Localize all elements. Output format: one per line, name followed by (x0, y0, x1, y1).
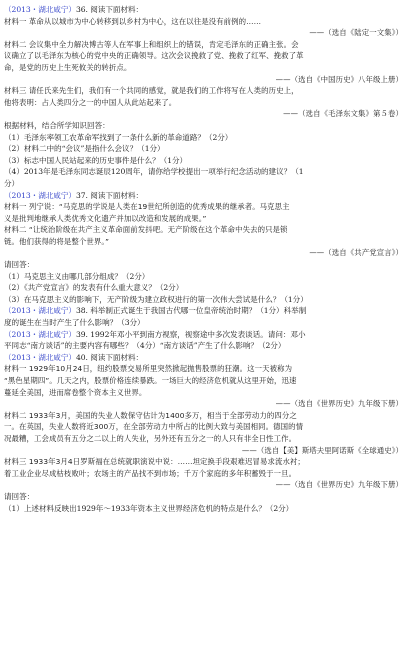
text-line (4, 120, 409, 132)
source-citation (4, 247, 409, 259)
exam-source-tag: （2013・湖北咸宁） (4, 306, 76, 316)
line-text: 他将表明：占人类四分之一的中国人从此站起来了。 (4, 97, 177, 107)
source-citation (4, 479, 409, 491)
text-line (4, 410, 409, 422)
source-citation (4, 445, 409, 457)
line-text: 义是批判地继承人类优秀文化遗产并加以改造和发展的成果。” (4, 213, 207, 223)
text-line (4, 85, 409, 97)
text-line (4, 50, 409, 62)
line-text: （4）2013年是毛泽东同志诞辰120周年，请你给学校提出一项举行纪念活动的建议？（1 (4, 167, 304, 177)
exam-source-tag: （2013・湖北咸宁） (4, 5, 76, 14)
line-text: 议确立了以毛泽东为核心的党中央的正确领导。这次会议挽救了党、挽救了红军、挽救了革 (4, 51, 304, 61)
line-text: 蔓延全美国，进而席卷整个资本主义世界。 (4, 387, 147, 397)
text-line (4, 166, 409, 178)
line-text: （3）标志中国人民站起来的历史事件是什么？（1分） (4, 155, 188, 165)
line-text: 着工业企业尽成枯枝败叶；农场主的产品找不到市场；千万个家庭的多年积蓄毁于一旦。 (4, 468, 297, 478)
line-text: ——（选自《世界历史》九年级下册） (275, 399, 403, 409)
question-line (4, 4, 409, 16)
line-text: 材料三 1933年3月4日罗斯福在总统就职演说中说：……坦定换手段艰难迟冒易求流水衬； (4, 457, 305, 467)
line-text: ——（选自《共产党宣言》） (309, 248, 403, 258)
line-text: 命，是党的历史上生死攸关的转折点。 (4, 62, 132, 72)
line-text: （2）《共产党宣言》的发表有什么重大意义？（2分） (4, 283, 184, 293)
text-line (4, 363, 409, 375)
text-line (4, 503, 409, 515)
source-citation (4, 27, 409, 39)
question-line (4, 190, 409, 202)
line-text: 材料二 会议集中全力解决博古等人在军事上和组织上的错误，肯定毛泽东的正确主张。会 (4, 39, 299, 49)
text-line (4, 491, 409, 503)
text-line (4, 213, 409, 225)
text-line (4, 317, 409, 329)
line-text: ——（选自《陆定一文集》） (309, 28, 403, 38)
text-line (4, 468, 409, 480)
question-line (4, 305, 409, 317)
line-text: 况最糟，工会成员有五分之二以上的人失业，另外还有五分之一的人只有非全日性工作。 (4, 433, 297, 443)
line-text: 请回答： (4, 491, 35, 501)
line-text: 39. 1992年邓小平到南方视察，视察途中多次发表谈话。请问：邓小 (75, 329, 306, 339)
line-text: 37. 阅读下面材料： (75, 190, 144, 200)
line-text: 平同志“南方谈话”的主要内容有哪些？（4分）“南方谈话”产生了什么影响？（2分） (4, 341, 286, 351)
line-text: 40. 阅读下面材料： (75, 352, 144, 362)
line-text: 材料二 1933年3月，美国的失业人数保守估计为1400多万，相当于全部劳动力的四分之 (4, 410, 297, 420)
line-text: ——（选自《世界历史》九年级下册） (275, 480, 403, 490)
source-citation (4, 398, 409, 410)
text-line (4, 294, 409, 306)
line-text: ——（选自【美】斯塔夫里阿诺斯《全球通史》） (241, 445, 403, 455)
text-line (4, 155, 409, 167)
line-text: （3）在马克思主义的影响下，无产阶级为建立政权进行的第一次伟大尝试是什么？（1分） (4, 294, 308, 304)
line-text: 分） (4, 178, 20, 188)
text-line (4, 97, 409, 109)
text-line (4, 201, 409, 213)
line-text: （1）上述材料反映出1929年～1933年资本主义世界经济危机的特点是什么？（2分） (4, 503, 294, 513)
text-line (4, 340, 409, 352)
line-text: 度的诞生在当时产生了什么影响？（3分） (4, 318, 145, 328)
text-line (4, 224, 409, 236)
line-text: 36. 阅读下面材料： (75, 5, 144, 14)
line-text: ——（选自《中国历史》八年级上册） (275, 74, 403, 84)
line-text: （1）马克思主义由哪几部分组成？（2分） (4, 271, 150, 281)
text-line (4, 132, 409, 144)
text-line (4, 456, 409, 468)
text-line (4, 282, 409, 294)
text-line (4, 178, 409, 190)
text-line (4, 421, 409, 433)
text-line (4, 259, 409, 271)
document-page (4, 4, 409, 514)
source-citation (4, 74, 409, 86)
line-text: 一。在英国，失业人数将近300万，在全部劳动力中所占的比例大致与美国相同。德国的情 (4, 422, 304, 432)
line-text: ——（选自《毛泽东文集》第５卷） (283, 109, 403, 119)
question-line (4, 352, 409, 364)
exam-source-tag: （2013・湖北咸宁） (4, 329, 76, 339)
exam-source-tag: （2013・湖北咸宁） (4, 352, 76, 362)
line-text: 材料三 请任氏来先生们，我们有一个共同的感觉，就是我们的工作将写在人类的历史上， (4, 86, 299, 96)
line-text: 链。他们获得的将是整个世界。” (4, 236, 110, 246)
text-line (4, 62, 409, 74)
line-text: “黑色星期四”。几天之内，股票价格连续暴跌。一场巨大的经济危机就从这里开始，迅速 (4, 376, 297, 385)
source-citation (4, 108, 409, 120)
line-text: 请回答： (4, 260, 35, 270)
line-text: 材料一 列宁说：“马克思的学说是人类在19世纪所创造的优秀成果的继承者。马克思主 (4, 202, 290, 212)
line-text: 材料一 革命从以城市为中心转移到以乡村为中心，这在以往是没有前例的…… (4, 16, 262, 26)
text-line (4, 143, 409, 155)
line-text: 材料一 1929年10月24日，纽约股票交易所里突然掀起抛售股票的狂潮。这一天被称为 (4, 364, 293, 374)
line-text: （1）毛泽东率领工农革命军找到了一条什么新的革命道路？（2分） (4, 132, 233, 142)
text-line (4, 271, 409, 283)
line-text: 38. 科举制正式诞生于我国古代哪一位皇帝统治时期？（1分）科举制 (75, 306, 307, 316)
line-text: 根据材料，结合所学知识回答： (4, 120, 110, 130)
text-line (4, 375, 409, 387)
line-text: （2）材料二中的“会议”是指什么会议？（1分） (4, 144, 165, 154)
text-line (4, 387, 409, 399)
text-line (4, 433, 409, 445)
text-line (4, 16, 409, 28)
text-line (4, 39, 409, 51)
exam-source-tag: （2013・湖北咸宁） (4, 190, 76, 200)
line-text: 材料二 “让统治阶级在共产主义革命面前发抖吧。无产阶级在这个革命中失去的只是锁 (4, 225, 288, 235)
question-line (4, 329, 409, 341)
text-line (4, 236, 409, 248)
